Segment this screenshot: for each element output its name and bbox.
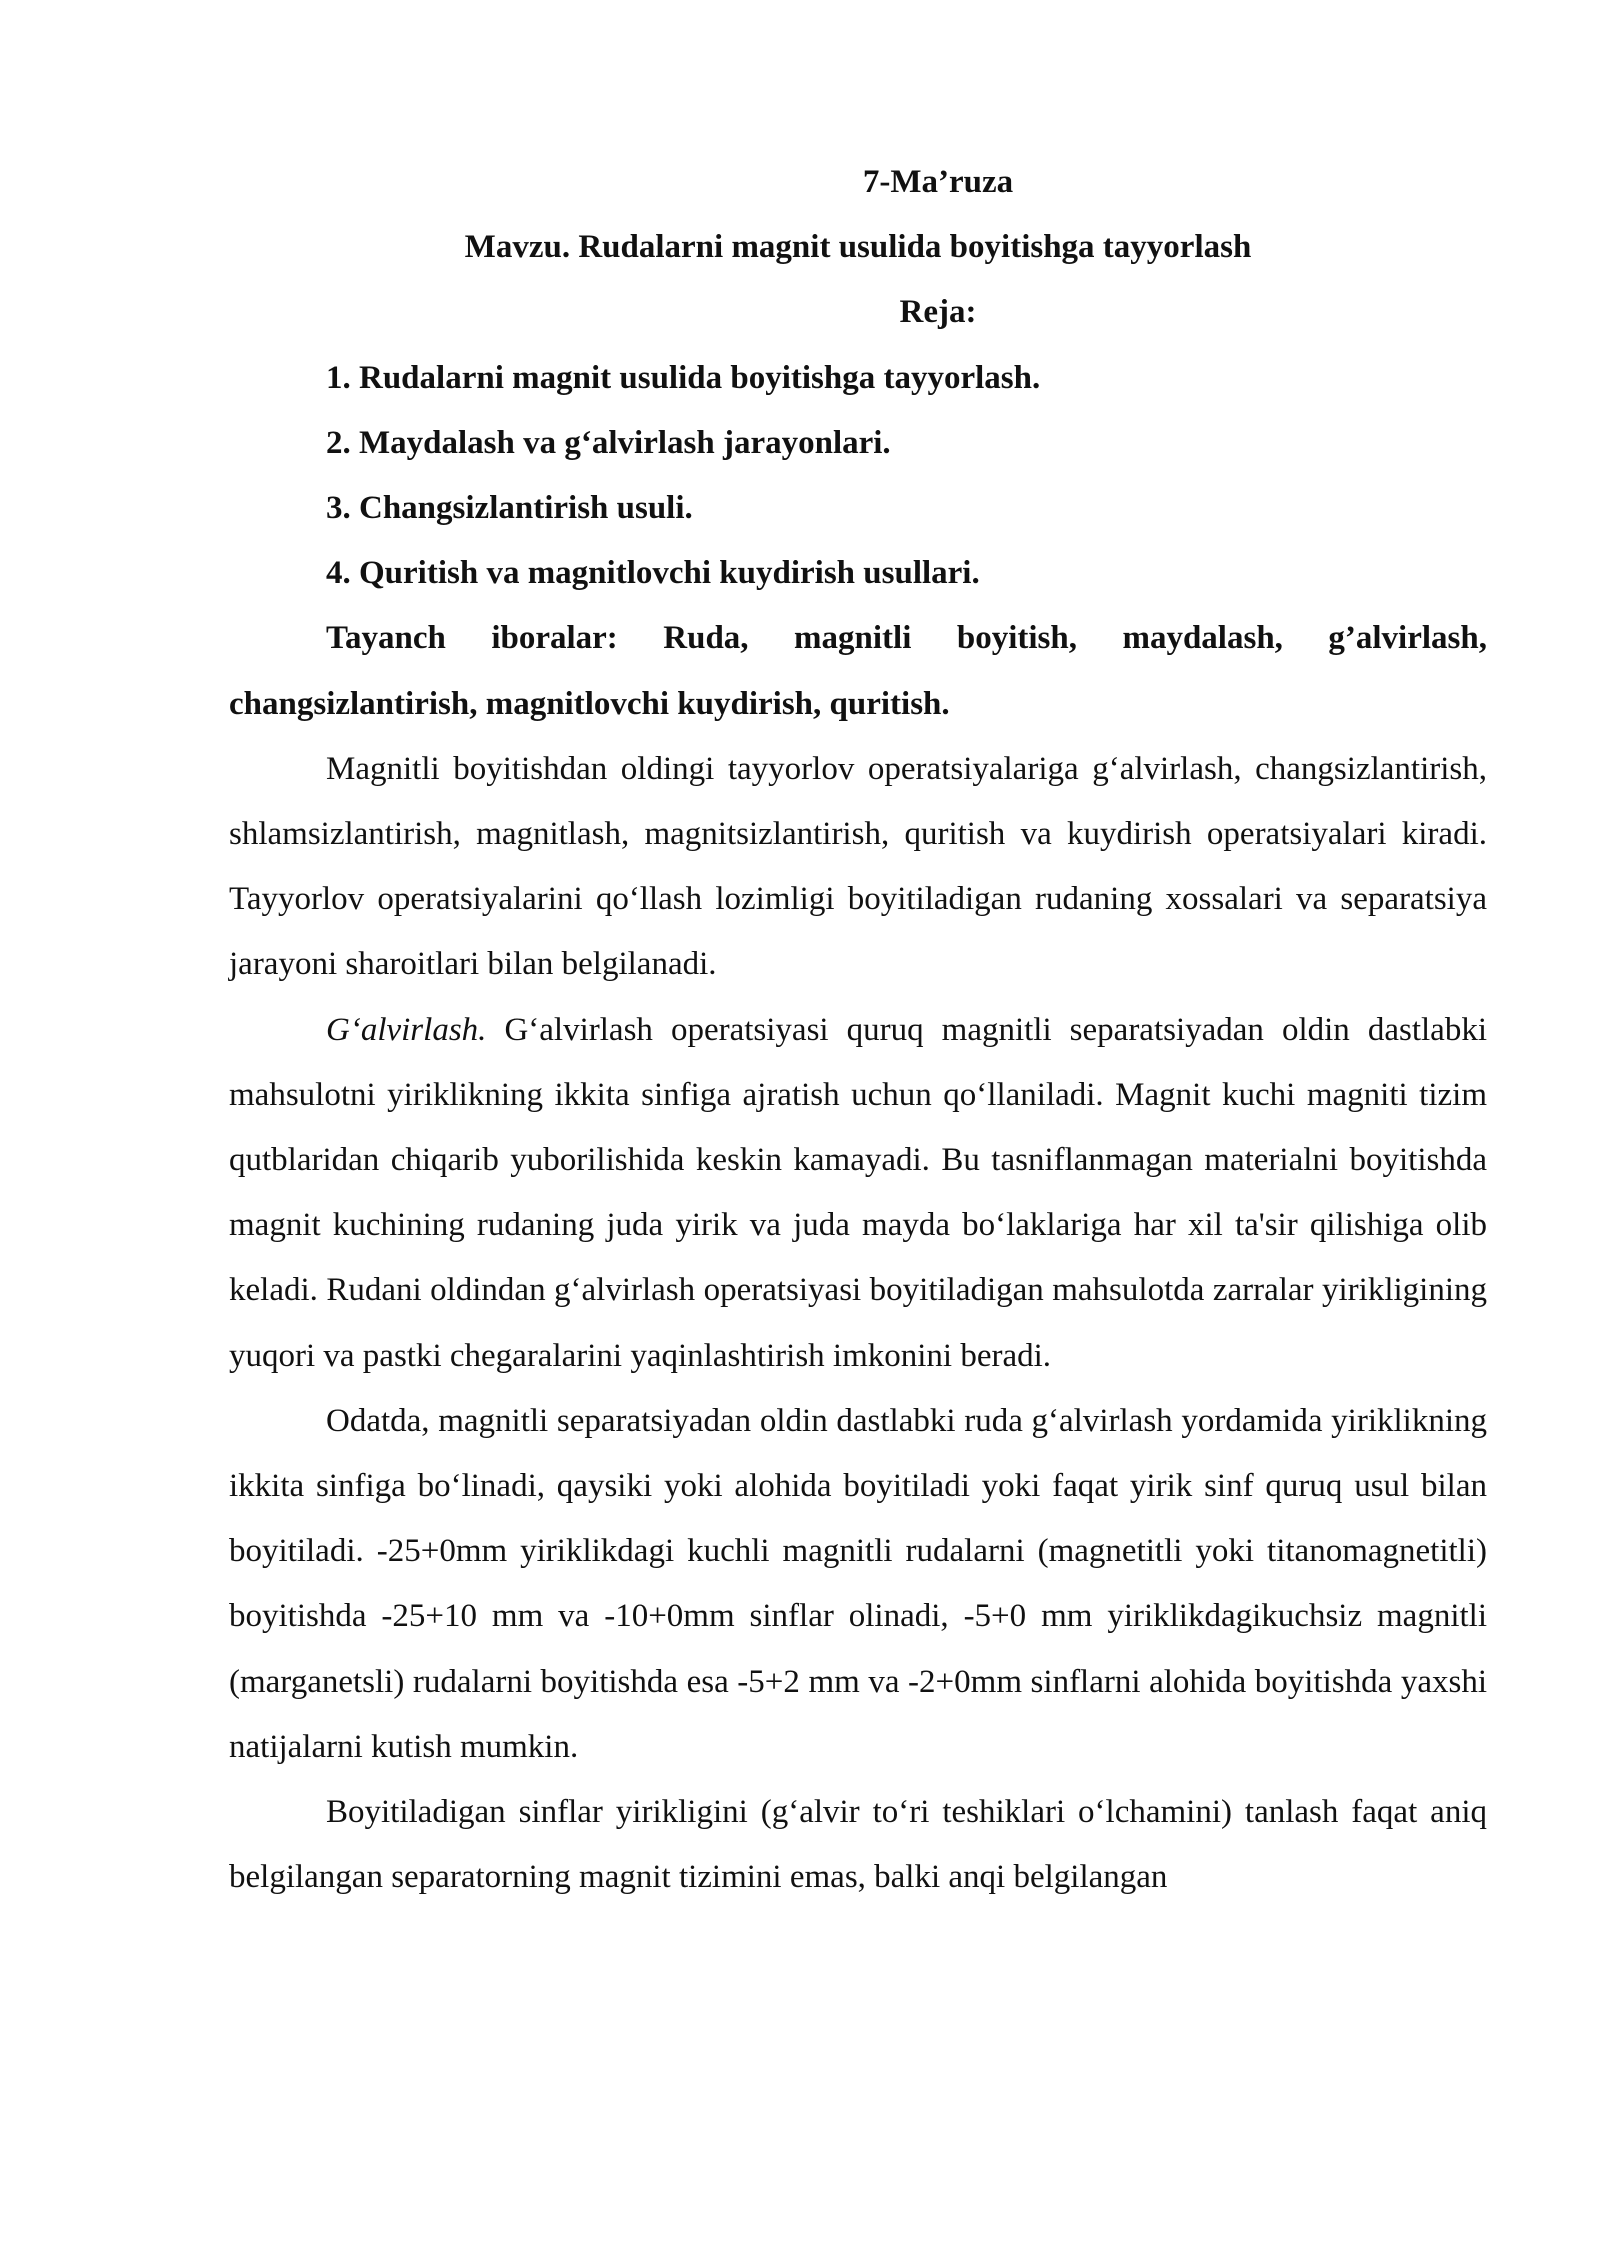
body-paragraph-galvirlash xyxy=(229,998,1487,1389)
plan-item: 3. Changsizlantirish usuli. xyxy=(326,490,693,527)
lecture-number: 7-Ma’ruza xyxy=(862,164,1014,200)
plan-item: 2. Maydalash va g‘alvirlash jarayonlari. xyxy=(326,424,891,461)
body-paragraph: Magnitli boyitishdan oldingi tayyorlov operatsiyalariga g‘alvirlash, changsizlantirish, shlamsizlantirish, magnitlash, magnitsizlantirish, quritish va kuydirish operatsiyalari kiradi. Tayyorlov operatsiyalarini qo‘llash lozimligi boyitiladigan rudaning xossalari va separatsiya jarayoni sharoitlari bilan belgilanadi. xyxy=(229,750,1487,983)
body-paragraph: Odatda, magnitli separatsiyadan oldin dastlabki ruda g‘alvirlash yordamida yiriklikning ikkita sinfiga bo‘linadi, qaysiki yoki alohida boyitiladi yoki faqat yirik sinf quruq usul bilan boyitiladi. -25+0mm yiriklikdagi kuchli magnitli rudalarni (magnetitli yoki titanomagnetitli) boyitishda -25+10 mm va -10+0mm sinflar olinadi, -5+0 mm yiriklikdagikuchsiz magnitli (marganetsli) rudalarni boyitishda esa -5+2 mm va -2+0mm sinflarni alohida boyitishda yaxshi natijalarni kutish mumkin. xyxy=(229,1402,1487,1765)
topic-title: Mavzu. Rudalarni magnit usulida boyitishga tayyorlash xyxy=(464,229,1252,266)
document-body xyxy=(229,150,1487,1910)
body-paragraph-text: G‘alvirlash operatsiyasi quruq magnitli separatsiyadan oldin dastlabki mahsulotni yiriklikning ikkita sinfiga ajratish uchun qo‘llaniladi. Magnit kuchi magniti tizim qutblaridan chiqarib yuborilishida keskin kamayadi. Bu tasniflanmagan materialni boyitishda magnit kuchining rudaning juda yirik va juda mayda bo‘laklariga har xil ta'sir qilishiga olib keladi. Rudani oldindan g‘alvirlash operatsiyasi boyitiladigan mahsulotda zarralar yirikligining yuqori va pastki chegaralarini yaqinlashtirish imkonini beradi. xyxy=(229,1011,1487,1374)
section-lead-term: G‘alvirlash. xyxy=(326,1011,487,1048)
plan-heading: Reja: xyxy=(899,294,977,331)
plan-item: 1. Rudalarni magnit usulida boyitishga tayyorlash. xyxy=(326,359,1041,396)
body-paragraph: Boyitiladigan sinflar yirikligini (g‘alvir to‘ri teshiklari o‘lchamini) tanlash faqat aniq belgilangan separatorning magnit tizimini emas, balki anqi belgilangan xyxy=(229,1794,1487,1896)
plan-item: 4. Quritish va magnitlovchi kuydirish usullari. xyxy=(326,555,980,592)
keywords-paragraph: Tayanch iboralar: Ruda, magnitli boyitish, maydalash, g’alvirlash, changsizlantirish, magnitlovchi kuydirish, quritish. xyxy=(229,620,1487,722)
plan-list xyxy=(229,346,1487,607)
